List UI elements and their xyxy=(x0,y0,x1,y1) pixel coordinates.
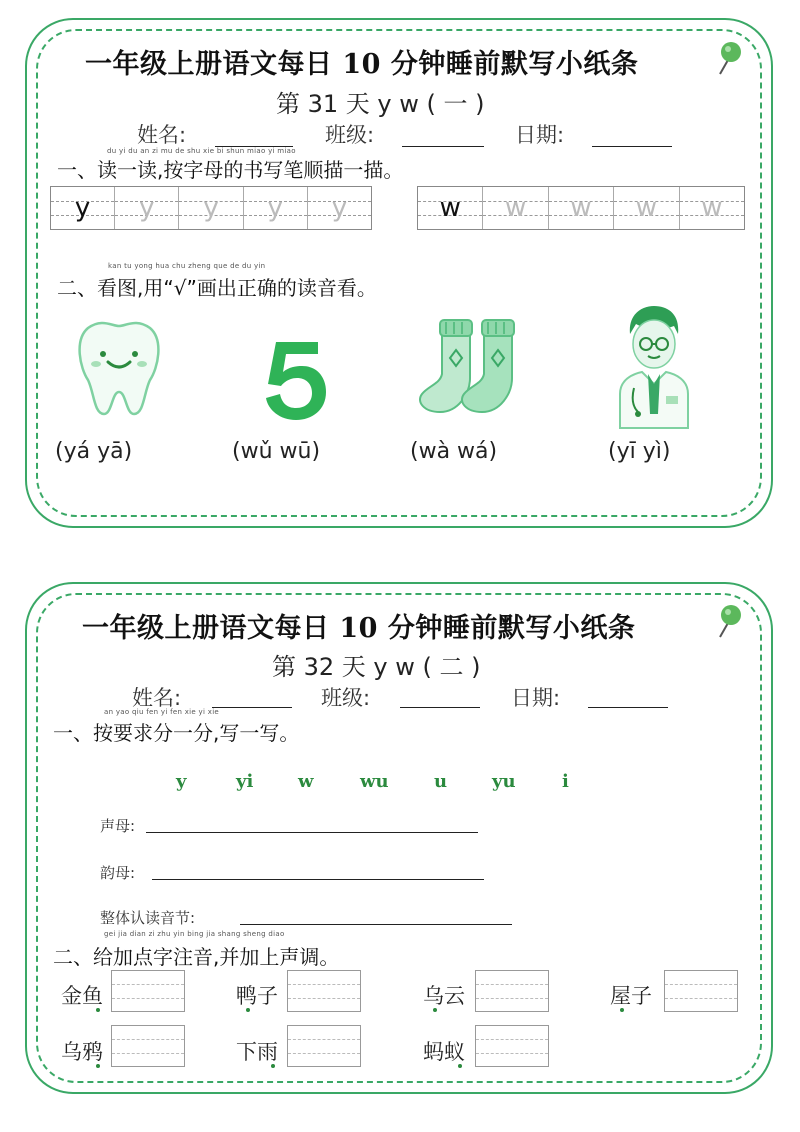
card1-q1-title: 一、读一读,按字母的书写笔顺描一描。 xyxy=(57,158,404,182)
card2-class-field[interactable] xyxy=(400,707,480,708)
card1-title: 一年级上册语文每日 10 分钟睡前默写小纸条 xyxy=(85,49,639,80)
grid-letter: w xyxy=(570,193,592,223)
pushpin-icon xyxy=(712,601,742,641)
word-yazi: 鸭子 xyxy=(236,984,278,1008)
emphasis-dot xyxy=(96,1064,100,1068)
letter-item: wu xyxy=(360,771,389,792)
word-wuya: 乌鸦 xyxy=(61,1040,103,1064)
card2-subtitle: 第 32 天 y w ( 二 ) xyxy=(272,653,481,681)
number-five-icon xyxy=(258,336,330,422)
card1-q1-pinyin: du yi du an zi mu de shu xie bi shun miao yi miao xyxy=(107,147,296,155)
emphasis-dot xyxy=(433,1008,437,1012)
card2-q2-title: 二、给加点字注音,并加上声调。 xyxy=(53,945,340,969)
emphasis-dot xyxy=(458,1064,462,1068)
card1-date-label: 日期: xyxy=(515,123,565,147)
card2-title: 一年级上册语文每日 10 分钟睡前默写小纸条 xyxy=(82,613,636,644)
grid-letter: y xyxy=(267,193,283,223)
word-wuzi: 屋子 xyxy=(610,984,652,1008)
choice-tooth[interactable]: (yá yā) xyxy=(55,439,133,464)
word-xiayu: 下雨 xyxy=(236,1040,278,1064)
emphasis-dot xyxy=(271,1064,275,1068)
tooth-icon xyxy=(74,318,164,418)
answer-box-jinyu[interactable] xyxy=(111,970,185,1012)
card2-date-field[interactable] xyxy=(588,707,668,708)
letter-item: w xyxy=(298,771,314,792)
word-mayi: 蚂蚁 xyxy=(423,1040,465,1064)
word-jinyu: 金鱼 xyxy=(61,984,103,1008)
choice-five[interactable]: (wǔ wū) xyxy=(232,439,321,464)
card1-q2-pinyin: kan tu yong hua chu zheng que de du yin xyxy=(108,262,266,270)
socks-icon xyxy=(412,314,532,422)
card1-subtitle: 第 31 天 y w ( 一 ) xyxy=(276,90,485,118)
grid-letter: w xyxy=(504,193,527,223)
choice-doctor[interactable]: (yī yì) xyxy=(608,439,671,464)
zhengti-field[interactable] xyxy=(240,924,512,925)
letter-item: y xyxy=(176,771,187,792)
tracing-grid-w xyxy=(417,186,745,230)
grid-letter: y xyxy=(139,193,155,223)
yunmu-label: 韵母: xyxy=(100,864,136,882)
card2-name-field[interactable] xyxy=(212,707,292,708)
answer-box-wuzi[interactable] xyxy=(664,970,738,1012)
letter-item: i xyxy=(562,771,569,792)
answer-box-mayi[interactable] xyxy=(475,1025,549,1067)
tracing-grid-y xyxy=(50,186,372,230)
doctor-icon xyxy=(612,304,696,430)
grid-letter: y xyxy=(74,193,91,223)
answer-box-yazi[interactable] xyxy=(287,970,361,1012)
card1-class-field[interactable] xyxy=(402,146,484,147)
answer-box-xiayu[interactable] xyxy=(287,1025,361,1067)
card1-q2-title: 二、看图,用“√”画出正确的读音看。 xyxy=(57,276,377,300)
card2-class-label: 班级: xyxy=(321,686,371,710)
card2-q1-pinyin: an yao qiu fen yi fen xie yi xie xyxy=(104,708,220,716)
card2-name-label: 姓名: xyxy=(132,686,182,710)
card2-q1-title: 一、按要求分一分,写一写。 xyxy=(53,721,300,745)
grid-letter: w xyxy=(701,193,723,223)
letter-item: yi xyxy=(236,771,254,792)
emphasis-dot xyxy=(620,1008,624,1012)
emphasis-dot xyxy=(246,1008,250,1012)
shengmu-field[interactable] xyxy=(146,832,478,833)
answer-box-wuyun[interactable] xyxy=(475,970,549,1012)
grid-letter: w xyxy=(635,193,658,223)
card1-class-label: 班级: xyxy=(325,123,375,147)
yunmu-field[interactable] xyxy=(152,879,484,880)
shengmu-label: 声母: xyxy=(100,817,136,835)
grid-letter: y xyxy=(203,193,219,223)
emphasis-dot xyxy=(96,1008,100,1012)
zhengti-label: 整体认读音节: xyxy=(100,909,196,927)
card2-date-label: 日期: xyxy=(511,686,561,710)
card1-name-label: 姓名: xyxy=(137,123,187,147)
word-wuyun: 乌云 xyxy=(423,984,465,1008)
grid-letter: w xyxy=(439,193,461,223)
letter-item: yu xyxy=(492,771,516,792)
letter-item: u xyxy=(434,771,448,792)
pushpin-icon xyxy=(712,38,742,78)
answer-box-wuya[interactable] xyxy=(111,1025,185,1067)
card2-q2-pinyin: gei jia dian zi zhu yin bing jia shang sheng diao xyxy=(104,930,285,938)
card1-date-field[interactable] xyxy=(592,146,672,147)
grid-letter: y xyxy=(331,193,348,223)
choice-socks[interactable]: (wà wá) xyxy=(410,439,498,464)
